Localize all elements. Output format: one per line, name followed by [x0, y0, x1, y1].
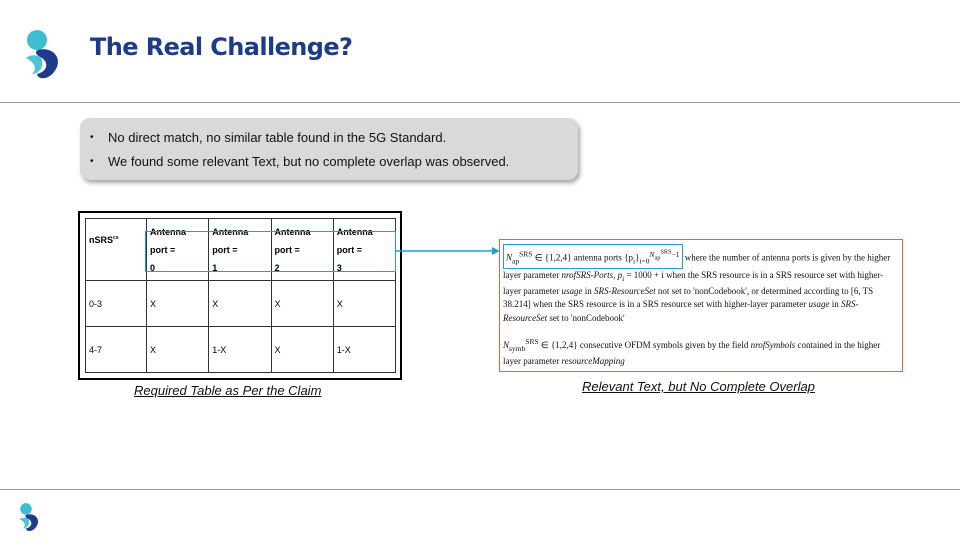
table-cell: X	[147, 327, 209, 373]
header-divider	[0, 102, 960, 103]
ports-symbol-highlight: $N_{ap}^{SRS}$ ∈ {1,2,4} antenna ports $\{p_i\}_{i=0}^{N_{ap}^{SRS}-1}$	[503, 244, 683, 269]
standard-text-excerpt	[499, 239, 903, 372]
footer-divider	[0, 489, 960, 490]
table-cell: X	[271, 281, 333, 327]
table-cell: X	[271, 327, 333, 373]
table-header-cell: Antenna port = 1	[209, 219, 271, 281]
excerpt-paragraph: $N_{ap}^{SRS}$ ∈ {1,2,4} antenna ports $\{p_i\}_{i=0}^{N_{ap}^{SRS}-1}$ where the number of antenna ports is given by the higher layer parameter nrofSRS-Ports, $p_i = 1000 + i$ when the SRS resource is in a SRS resource set with higher-layer parameter usage in SRS-ResourceSet not set to 'nonCodebook', or determined according to [6, TS 38.214] when the SRS resource is in a SRS resource set with higher-layer parameter usage in SRS-ResourceSet set to 'nonCodebook'	[503, 244, 899, 325]
table-header-cell: Antenna port = 2	[271, 219, 333, 281]
claim-table-caption: Required Table as Per the Claim	[134, 383, 322, 398]
brand-logo-icon	[24, 28, 64, 80]
table-cell: 0-3	[86, 281, 147, 327]
table-cell: X	[147, 281, 209, 327]
table-cell: 1-X	[333, 327, 395, 373]
callout-bullet: • No direct match, no similar table found in the 5G Standard.	[90, 126, 578, 150]
table-cell: 1-X	[209, 327, 271, 373]
connector-arrow-icon	[396, 245, 500, 257]
table-cell: X	[209, 281, 271, 327]
table-header-cell: Antenna port = 0	[147, 219, 209, 281]
excerpt-paragraph: $N_{symb}^{SRS}$ ∈ {1,2,4} consecutive OFDM symbols given by the field nrofSymbols contained in the higher layer parameter resourceMapping	[503, 337, 881, 367]
callout-bullet: • We found some relevant Text, but no complete overlap was observed.	[90, 150, 578, 174]
callout-bullet-text: We found some relevant Text, but no complete overlap was observed.	[108, 154, 510, 169]
table-cell: X	[333, 281, 395, 327]
page-title: The Real Challenge?	[90, 33, 353, 61]
table-cell: 4-7	[86, 327, 147, 373]
table-row	[86, 327, 396, 373]
table-row	[86, 281, 396, 327]
standard-text-caption: Relevant Text, but No Complete Overlap	[582, 379, 815, 394]
callout-bullet-text: No direct match, no similar table found in the 5G Standard.	[108, 130, 447, 145]
table-header-nsrs: nSRS$^{cs}$	[86, 219, 147, 281]
table-header-cell: Antenna port = 3	[333, 219, 395, 281]
footer-logo-icon	[18, 502, 42, 532]
antenna-port-highlight	[145, 231, 396, 272]
summary-callout	[80, 118, 578, 180]
